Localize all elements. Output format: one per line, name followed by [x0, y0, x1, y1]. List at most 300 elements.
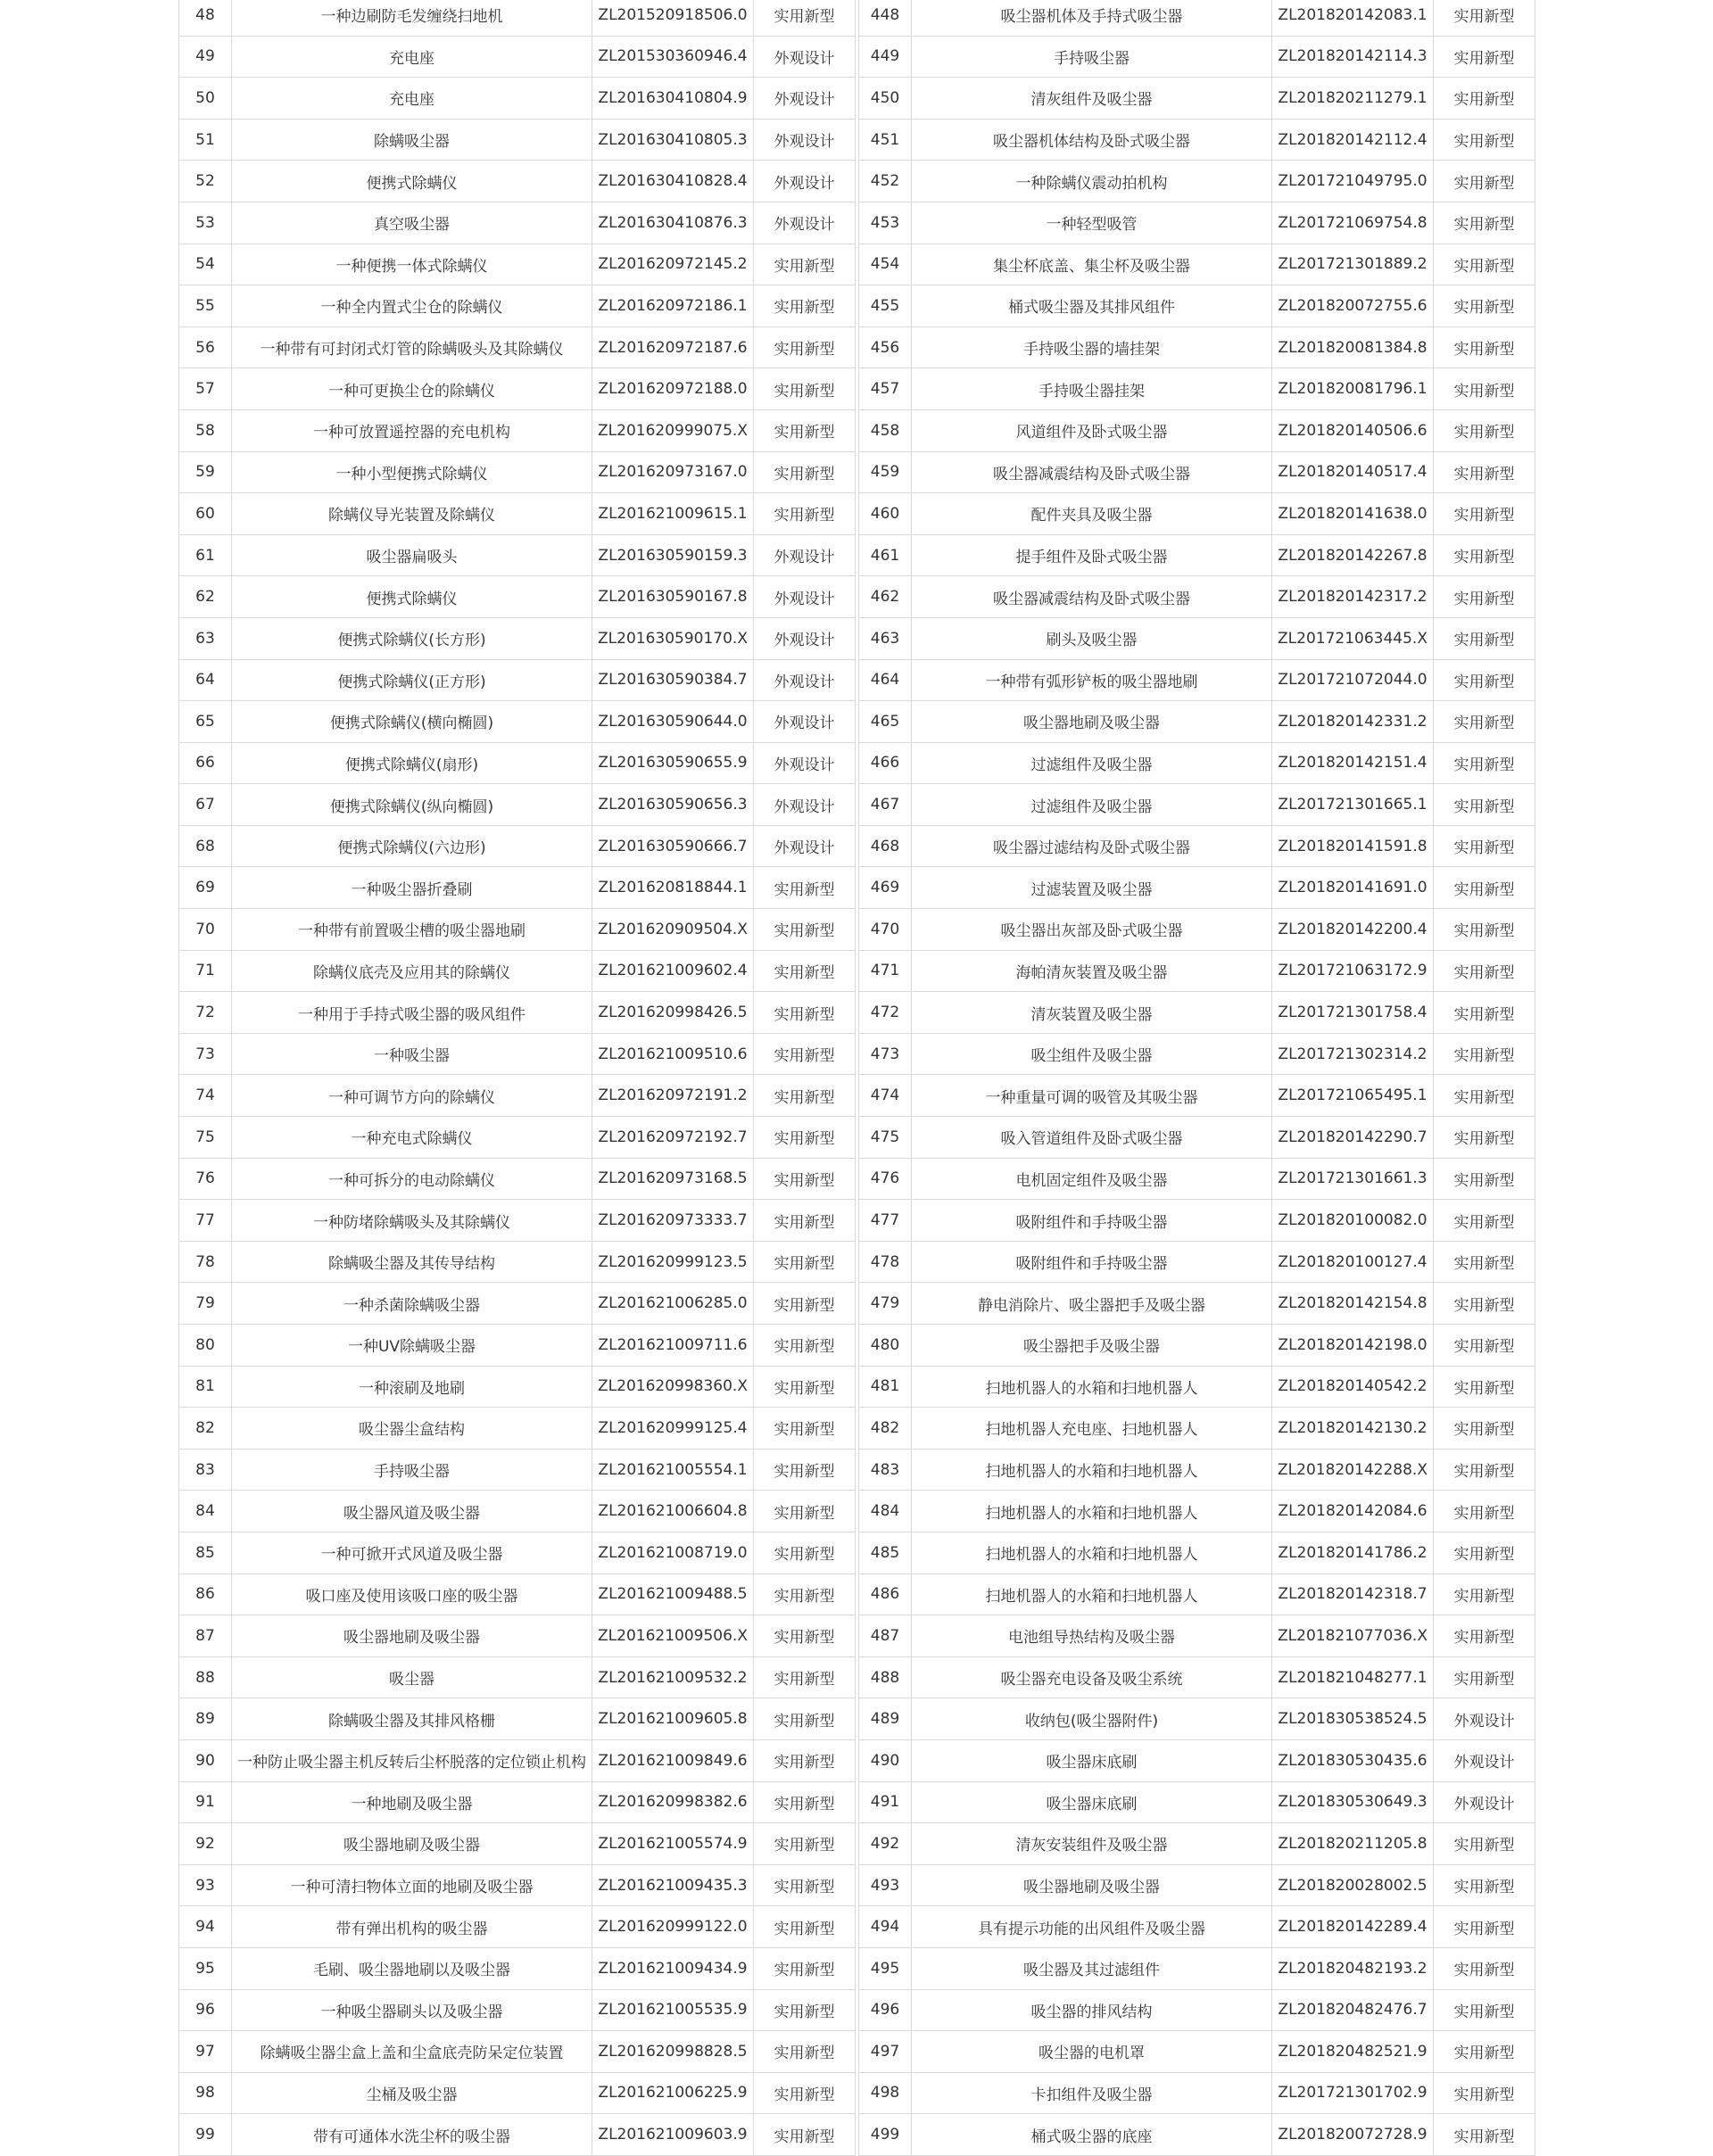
patent-type-cell: 实用新型 — [1434, 161, 1535, 202]
patent-type-cell: 外观设计 — [754, 36, 856, 78]
patent-type-cell: 实用新型 — [754, 1532, 856, 1574]
table-row — [859, 1532, 1535, 1574]
patent-index-cell: 57 — [179, 368, 232, 410]
patent-name-cell: 吸附组件和手持吸尘器 — [912, 1200, 1272, 1242]
patent-type-cell: 实用新型 — [754, 1283, 856, 1325]
patent-index-cell: 474 — [859, 1075, 912, 1117]
table-row — [179, 1325, 856, 1367]
patent-name-cell: 一种带有前置吸尘槽的吸尘器地刷 — [232, 909, 592, 951]
table-row — [859, 909, 1535, 951]
patent-index-cell: 86 — [179, 1574, 232, 1615]
table-row — [859, 1739, 1535, 1781]
patent-index-cell: 71 — [179, 950, 232, 992]
patent-number-cell: ZL201621009711.6 — [592, 1325, 754, 1367]
patent-number-cell: ZL201630410828.4 — [592, 161, 754, 202]
patent-type-cell: 实用新型 — [1434, 244, 1535, 285]
table-row — [179, 1906, 856, 1948]
patent-name-cell: 一种可更换尘仓的除螨仪 — [232, 368, 592, 410]
patent-type-cell: 外观设计 — [754, 576, 856, 618]
patent-type-cell: 实用新型 — [754, 2072, 856, 2114]
patent-index-cell: 450 — [859, 78, 912, 120]
patent-number-cell: ZL201621006225.9 — [592, 2072, 754, 2114]
patent-type-cell: 实用新型 — [754, 409, 856, 451]
patent-name-cell: 扫地机器人的水箱和扫地机器人 — [912, 1449, 1272, 1491]
patent-type-cell: 实用新型 — [754, 909, 856, 951]
patent-type-cell: 实用新型 — [754, 992, 856, 1034]
table-row — [859, 576, 1535, 618]
patent-number-cell: ZL201620973333.7 — [592, 1200, 754, 1242]
patent-index-cell: 480 — [859, 1325, 912, 1367]
patent-index-cell: 457 — [859, 368, 912, 410]
patent-index-cell: 494 — [859, 1906, 912, 1948]
patent-index-cell: 463 — [859, 617, 912, 659]
patent-number-cell: ZL201721063445.X — [1272, 617, 1434, 659]
patent-type-cell: 外观设计 — [754, 659, 856, 701]
patent-number-cell: ZL201820142289.4 — [1272, 1906, 1434, 1948]
table-row — [859, 1075, 1535, 1117]
patent-number-cell: ZL201820142198.0 — [1272, 1325, 1434, 1367]
patent-index-cell: 77 — [179, 1200, 232, 1242]
patent-name-cell: 吸尘器减震结构及卧式吸尘器 — [912, 576, 1272, 618]
patent-number-cell: ZL201820142112.4 — [1272, 119, 1434, 161]
patent-index-cell: 55 — [179, 285, 232, 327]
patent-type-cell: 实用新型 — [1434, 909, 1535, 951]
patent-type-cell: 实用新型 — [1434, 1366, 1535, 1408]
patent-number-cell: ZL201620973167.0 — [592, 451, 754, 493]
patent-number-cell: ZL201620972145.2 — [592, 244, 754, 285]
patent-index-cell: 453 — [859, 202, 912, 244]
table-row — [179, 1033, 856, 1075]
patent-index-cell: 478 — [859, 1241, 912, 1283]
patent-name-cell: 一种可调节方向的除螨仪 — [232, 1075, 592, 1117]
patent-number-cell: ZL201621005554.1 — [592, 1449, 754, 1491]
patent-name-cell: 手持吸尘器 — [232, 1449, 592, 1491]
patent-index-cell: 476 — [859, 1158, 912, 1200]
table-row — [179, 1656, 856, 1698]
patent-name-cell: 过滤装置及吸尘器 — [912, 867, 1272, 909]
patent-name-cell: 电池组导热结构及吸尘器 — [912, 1615, 1272, 1657]
table-row — [859, 1698, 1535, 1740]
patent-name-cell: 一种UV除螨吸尘器 — [232, 1325, 592, 1367]
patent-index-cell: 95 — [179, 1947, 232, 1989]
patent-number-cell: ZL201620972192.7 — [592, 1117, 754, 1159]
table-row — [859, 1283, 1535, 1325]
patent-type-cell: 外观设计 — [754, 742, 856, 784]
table-row — [179, 576, 856, 618]
table-row — [179, 493, 856, 535]
patent-index-cell: 98 — [179, 2072, 232, 2114]
patent-number-cell: ZL201820028002.5 — [1272, 1864, 1434, 1906]
table-row — [859, 1781, 1535, 1823]
patent-index-cell: 486 — [859, 1574, 912, 1615]
patent-type-cell: 实用新型 — [1434, 576, 1535, 618]
patent-index-cell: 49 — [179, 36, 232, 78]
table-row — [859, 1366, 1535, 1408]
patent-name-cell: 吸尘器地刷及吸尘器 — [232, 1823, 592, 1865]
patent-number-cell: ZL201630410804.9 — [592, 78, 754, 120]
table-row — [859, 1947, 1535, 1989]
patent-type-cell: 实用新型 — [754, 1033, 856, 1075]
patent-type-cell: 实用新型 — [754, 1656, 856, 1698]
patent-number-cell: ZL201820100127.4 — [1272, 1241, 1434, 1283]
patent-type-cell: 实用新型 — [1434, 867, 1535, 909]
patent-number-cell: ZL201820142331.2 — [1272, 701, 1434, 743]
table-row — [859, 701, 1535, 743]
patent-name-cell: 吸尘器把手及吸尘器 — [912, 1325, 1272, 1367]
patent-number-cell: ZL201630590159.3 — [592, 534, 754, 576]
table-row — [179, 1366, 856, 1408]
patent-index-cell: 93 — [179, 1864, 232, 1906]
patent-number-cell: ZL201620972191.2 — [592, 1075, 754, 1117]
patent-index-cell: 499 — [859, 2114, 912, 2156]
patent-number-cell: ZL201820100082.0 — [1272, 1200, 1434, 1242]
patent-number-cell: ZL201820081384.8 — [1272, 326, 1434, 368]
patent-index-cell: 82 — [179, 1408, 232, 1450]
patent-index-cell: 52 — [179, 161, 232, 202]
patent-number-cell: ZL201820211279.1 — [1272, 78, 1434, 120]
patent-index-cell: 458 — [859, 409, 912, 451]
patent-name-cell: 吸尘器 — [232, 1656, 592, 1698]
patent-number-cell: ZL201820211205.8 — [1272, 1823, 1434, 1865]
patent-name-cell: 除螨仪底壳及应用其的除螨仪 — [232, 950, 592, 992]
patent-index-cell: 76 — [179, 1158, 232, 1200]
patent-name-cell: 手持吸尘器的墙挂架 — [912, 326, 1272, 368]
patent-number-cell: ZL201630410876.3 — [592, 202, 754, 244]
patent-name-cell: 充电座 — [232, 36, 592, 78]
table-row — [179, 2031, 856, 2073]
patent-number-cell: ZL201620972186.1 — [592, 285, 754, 327]
patent-type-cell: 实用新型 — [754, 1739, 856, 1781]
patent-number-cell: ZL201820142154.8 — [1272, 1283, 1434, 1325]
patent-name-cell: 一种吸尘器刷头以及吸尘器 — [232, 1989, 592, 2031]
patent-number-cell: ZL201630590384.7 — [592, 659, 754, 701]
patent-table-left — [178, 0, 856, 2156]
table-row — [859, 2031, 1535, 2073]
patent-number-cell: ZL201620999123.5 — [592, 1241, 754, 1283]
table-row — [859, 825, 1535, 867]
patent-type-cell: 外观设计 — [754, 825, 856, 867]
patent-number-cell: ZL201620999122.0 — [592, 1906, 754, 1948]
table-row — [859, 1823, 1535, 1865]
table-row — [179, 1241, 856, 1283]
patent-number-cell: ZL201621009603.9 — [592, 2114, 754, 2156]
patent-number-cell: ZL201721072044.0 — [1272, 659, 1434, 701]
patent-type-cell: 实用新型 — [1434, 2072, 1535, 2114]
table-row — [179, 78, 856, 120]
patent-name-cell: 一种用于手持式吸尘器的吸风组件 — [232, 992, 592, 1034]
patent-name-cell: 除螨吸尘器 — [232, 119, 592, 161]
patent-index-cell: 90 — [179, 1739, 232, 1781]
patent-type-cell: 实用新型 — [1434, 1906, 1535, 1948]
patent-name-cell: 一种滚刷及地刷 — [232, 1366, 592, 1408]
patent-name-cell: 便携式除螨仪(横向椭圆) — [232, 701, 592, 743]
patent-number-cell: ZL201620998828.5 — [592, 2031, 754, 2073]
patent-type-cell: 外观设计 — [754, 119, 856, 161]
patent-number-cell: ZL201820142317.2 — [1272, 576, 1434, 618]
table-row — [859, 161, 1535, 202]
patent-type-cell: 实用新型 — [754, 2114, 856, 2156]
table-row — [859, 534, 1535, 576]
patent-list — [178, 0, 1536, 2146]
patent-index-cell: 75 — [179, 1117, 232, 1159]
table-row — [179, 909, 856, 951]
patent-index-cell: 448 — [859, 0, 912, 36]
patent-index-cell: 490 — [859, 1739, 912, 1781]
patent-index-cell: 66 — [179, 742, 232, 784]
patent-name-cell: 吸尘器床底刷 — [912, 1739, 1272, 1781]
patent-type-cell: 实用新型 — [1434, 368, 1535, 410]
patent-index-cell: 466 — [859, 742, 912, 784]
patent-number-cell: ZL201820141638.0 — [1272, 493, 1434, 535]
patent-type-cell: 实用新型 — [754, 1947, 856, 1989]
patent-name-cell: 手持吸尘器 — [912, 36, 1272, 78]
patent-type-cell: 实用新型 — [1434, 1283, 1535, 1325]
patent-number-cell: ZL201820141786.2 — [1272, 1532, 1434, 1574]
patent-index-cell: 53 — [179, 202, 232, 244]
patent-index-cell: 85 — [179, 1532, 232, 1574]
patent-index-cell: 62 — [179, 576, 232, 618]
table-row — [179, 36, 856, 78]
patent-type-cell: 实用新型 — [1434, 701, 1535, 743]
patent-type-cell: 外观设计 — [754, 701, 856, 743]
table-row — [859, 1989, 1535, 2031]
patent-type-cell: 实用新型 — [754, 1823, 856, 1865]
patent-name-cell: 风道组件及卧式吸尘器 — [912, 409, 1272, 451]
table-row — [179, 1698, 856, 1740]
patent-type-cell: 实用新型 — [754, 1615, 856, 1657]
table-row — [859, 119, 1535, 161]
patent-type-cell: 实用新型 — [1434, 742, 1535, 784]
patent-number-cell: ZL201621008719.0 — [592, 1532, 754, 1574]
patent-name-cell: 一种充电式除螨仪 — [232, 1117, 592, 1159]
table-row — [179, 1864, 856, 1906]
patent-number-cell: ZL201621009615.1 — [592, 493, 754, 535]
patent-number-cell: ZL201621005535.9 — [592, 1989, 754, 2031]
patent-number-cell: ZL201530360946.4 — [592, 36, 754, 78]
patent-index-cell: 73 — [179, 1033, 232, 1075]
patent-name-cell: 桶式吸尘器的底座 — [912, 2114, 1272, 2156]
patent-name-cell: 一种吸尘器折叠刷 — [232, 867, 592, 909]
patent-index-cell: 74 — [179, 1075, 232, 1117]
patent-number-cell: ZL201830538524.5 — [1272, 1698, 1434, 1740]
table-row — [859, 326, 1535, 368]
patent-name-cell: 一种全内置式尘仓的除螨仪 — [232, 285, 592, 327]
patent-index-cell: 452 — [859, 161, 912, 202]
patent-index-cell: 456 — [859, 326, 912, 368]
patent-type-cell: 实用新型 — [754, 1449, 856, 1491]
patent-number-cell: ZL201621005574.9 — [592, 1823, 754, 1865]
patent-name-cell: 便携式除螨仪(长方形) — [232, 617, 592, 659]
patent-index-cell: 83 — [179, 1449, 232, 1491]
patent-type-cell: 实用新型 — [754, 451, 856, 493]
patent-number-cell: ZL201830530435.6 — [1272, 1739, 1434, 1781]
patent-type-cell: 实用新型 — [1434, 2031, 1535, 2073]
patent-name-cell: 吸尘器地刷及吸尘器 — [912, 1864, 1272, 1906]
table-row — [179, 1158, 856, 1200]
patent-name-cell: 海帕清灰装置及吸尘器 — [912, 950, 1272, 992]
patent-type-cell: 实用新型 — [1434, 1241, 1535, 1283]
patent-index-cell: 65 — [179, 701, 232, 743]
patent-name-cell: 一种可掀开式风道及吸尘器 — [232, 1532, 592, 1574]
patent-name-cell: 扫地机器人的水箱和扫地机器人 — [912, 1574, 1272, 1615]
table-row — [179, 1739, 856, 1781]
patent-number-cell: ZL201620999125.4 — [592, 1408, 754, 1450]
patent-type-cell: 实用新型 — [754, 1491, 856, 1532]
table-row — [179, 1408, 856, 1450]
patent-index-cell: 88 — [179, 1656, 232, 1698]
patent-number-cell: ZL201821077036.X — [1272, 1615, 1434, 1657]
patent-name-cell: 真空吸尘器 — [232, 202, 592, 244]
patent-number-cell: ZL201630590644.0 — [592, 701, 754, 743]
patent-name-cell: 吸尘器机体结构及卧式吸尘器 — [912, 119, 1272, 161]
patent-number-cell: ZL201621009602.4 — [592, 950, 754, 992]
patent-name-cell: 卡扣组件及吸尘器 — [912, 2072, 1272, 2114]
table-row — [859, 867, 1535, 909]
patent-number-cell: ZL201621009510.6 — [592, 1033, 754, 1075]
patent-name-cell: 一种可拆分的电动除螨仪 — [232, 1158, 592, 1200]
table-row — [179, 368, 856, 410]
patent-number-cell: ZL201630410805.3 — [592, 119, 754, 161]
patent-index-cell: 87 — [179, 1615, 232, 1657]
patent-index-cell: 487 — [859, 1615, 912, 1657]
table-row — [859, 1864, 1535, 1906]
patent-index-cell: 465 — [859, 701, 912, 743]
patent-type-cell: 实用新型 — [754, 326, 856, 368]
patent-name-cell: 扫地机器人的水箱和扫地机器人 — [912, 1366, 1272, 1408]
patent-name-cell: 一种杀菌除螨吸尘器 — [232, 1283, 592, 1325]
patent-number-cell: ZL201630590656.3 — [592, 784, 754, 826]
patent-type-cell: 实用新型 — [754, 867, 856, 909]
patent-index-cell: 80 — [179, 1325, 232, 1367]
patent-number-cell: ZL201721302314.2 — [1272, 1033, 1434, 1075]
patent-index-cell: 54 — [179, 244, 232, 285]
patent-name-cell: 吸尘器机体及手持式吸尘器 — [912, 0, 1272, 36]
patent-number-cell: ZL201820482521.9 — [1272, 2031, 1434, 2073]
patent-name-cell: 一种防堵除螨吸头及其除螨仪 — [232, 1200, 592, 1242]
patent-type-cell: 实用新型 — [1434, 451, 1535, 493]
table-row — [179, 161, 856, 202]
table-row — [859, 1449, 1535, 1491]
patent-number-cell: ZL201620972187.6 — [592, 326, 754, 368]
patent-type-cell: 实用新型 — [754, 244, 856, 285]
patent-number-cell: ZL201621009532.2 — [592, 1656, 754, 1698]
table-row — [179, 2072, 856, 2114]
patent-index-cell: 468 — [859, 825, 912, 867]
patent-number-cell: ZL201820142200.4 — [1272, 909, 1434, 951]
patent-name-cell: 除螨吸尘器及其传导结构 — [232, 1241, 592, 1283]
patent-number-cell: ZL201630590170.X — [592, 617, 754, 659]
patent-name-cell: 吸尘器减震结构及卧式吸尘器 — [912, 451, 1272, 493]
patent-type-cell: 实用新型 — [1434, 493, 1535, 535]
patent-type-cell: 实用新型 — [754, 1117, 856, 1159]
patent-name-cell: 毛刷、吸尘器地刷以及吸尘器 — [232, 1947, 592, 1989]
table-row — [179, 1947, 856, 1989]
patent-name-cell: 一种吸尘器 — [232, 1033, 592, 1075]
patent-number-cell: ZL201820482476.7 — [1272, 1989, 1434, 2031]
table-row — [859, 2072, 1535, 2114]
patent-number-cell: ZL201721065495.1 — [1272, 1075, 1434, 1117]
patent-number-cell: ZL201620998360.X — [592, 1366, 754, 1408]
patent-name-cell: 除螨吸尘器尘盒上盖和尘盒底壳防呆定位装置 — [232, 2031, 592, 2073]
patent-index-cell: 67 — [179, 784, 232, 826]
patent-name-cell: 具有提示功能的出风组件及吸尘器 — [912, 1906, 1272, 1948]
patent-number-cell: ZL201621009435.3 — [592, 1864, 754, 1906]
patent-index-cell: 97 — [179, 2031, 232, 2073]
patent-type-cell: 实用新型 — [1434, 0, 1535, 36]
patent-index-cell: 61 — [179, 534, 232, 576]
table-row — [859, 1408, 1535, 1450]
patent-index-cell: 451 — [859, 119, 912, 161]
patent-name-cell: 便携式除螨仪 — [232, 576, 592, 618]
patent-number-cell: ZL201721049795.0 — [1272, 161, 1434, 202]
patent-number-cell: ZL201621009434.9 — [592, 1947, 754, 1989]
table-row — [859, 784, 1535, 826]
table-row — [179, 1283, 856, 1325]
patent-index-cell: 471 — [859, 950, 912, 992]
patent-type-cell: 实用新型 — [1434, 1117, 1535, 1159]
patent-number-cell: ZL201821048277.1 — [1272, 1656, 1434, 1698]
patent-type-cell: 外观设计 — [754, 161, 856, 202]
patent-number-cell: ZL201820142084.6 — [1272, 1491, 1434, 1532]
table-row — [859, 285, 1535, 327]
table-row — [179, 326, 856, 368]
patent-type-cell: 外观设计 — [1434, 1698, 1535, 1740]
patent-type-cell: 实用新型 — [1434, 1408, 1535, 1450]
patent-index-cell: 475 — [859, 1117, 912, 1159]
patent-name-cell: 一种带有可封闭式灯管的除螨吸头及其除螨仪 — [232, 326, 592, 368]
patent-type-cell: 实用新型 — [1434, 659, 1535, 701]
patent-name-cell: 配件夹具及吸尘器 — [912, 493, 1272, 535]
table-row — [179, 784, 856, 826]
patent-index-cell: 56 — [179, 326, 232, 368]
table-row — [859, 950, 1535, 992]
patent-number-cell: ZL201820140506.6 — [1272, 409, 1434, 451]
patent-name-cell: 收纳包(吸尘器附件) — [912, 1698, 1272, 1740]
patent-index-cell: 72 — [179, 992, 232, 1034]
table-row — [179, 244, 856, 285]
patent-type-cell: 实用新型 — [754, 493, 856, 535]
patent-name-cell: 一种重量可调的吸管及其吸尘器 — [912, 1075, 1272, 1117]
table-row — [179, 992, 856, 1034]
patent-type-cell: 实用新型 — [1434, 409, 1535, 451]
patent-type-cell: 实用新型 — [1434, 1656, 1535, 1698]
patent-name-cell: 吸尘器扁吸头 — [232, 534, 592, 576]
patent-index-cell: 460 — [859, 493, 912, 535]
patent-index-cell: 477 — [859, 1200, 912, 1242]
table-row — [859, 1615, 1535, 1657]
patent-number-cell: ZL201820142318.7 — [1272, 1574, 1434, 1615]
patent-index-cell: 493 — [859, 1864, 912, 1906]
table-row — [179, 1574, 856, 1615]
patent-type-cell: 实用新型 — [754, 1906, 856, 1948]
patent-index-cell: 462 — [859, 576, 912, 618]
table-row — [859, 617, 1535, 659]
patent-name-cell: 清灰安装组件及吸尘器 — [912, 1823, 1272, 1865]
patent-type-cell: 实用新型 — [1434, 36, 1535, 78]
table-row — [859, 451, 1535, 493]
patent-name-cell: 静电消除片、吸尘器把手及吸尘器 — [912, 1283, 1272, 1325]
patent-index-cell: 495 — [859, 1947, 912, 1989]
patent-name-cell: 手持吸尘器挂架 — [912, 368, 1272, 410]
patent-index-cell: 470 — [859, 909, 912, 951]
patent-name-cell: 便携式除螨仪(扇形) — [232, 742, 592, 784]
patent-table-left-body — [179, 0, 856, 2155]
patent-index-cell: 498 — [859, 2072, 912, 2114]
patent-type-cell: 实用新型 — [1434, 1823, 1535, 1865]
patent-name-cell: 一种便携一体式除螨仪 — [232, 244, 592, 285]
patent-name-cell: 吸入管道组件及卧式吸尘器 — [912, 1117, 1272, 1159]
patent-type-cell: 实用新型 — [1434, 784, 1535, 826]
